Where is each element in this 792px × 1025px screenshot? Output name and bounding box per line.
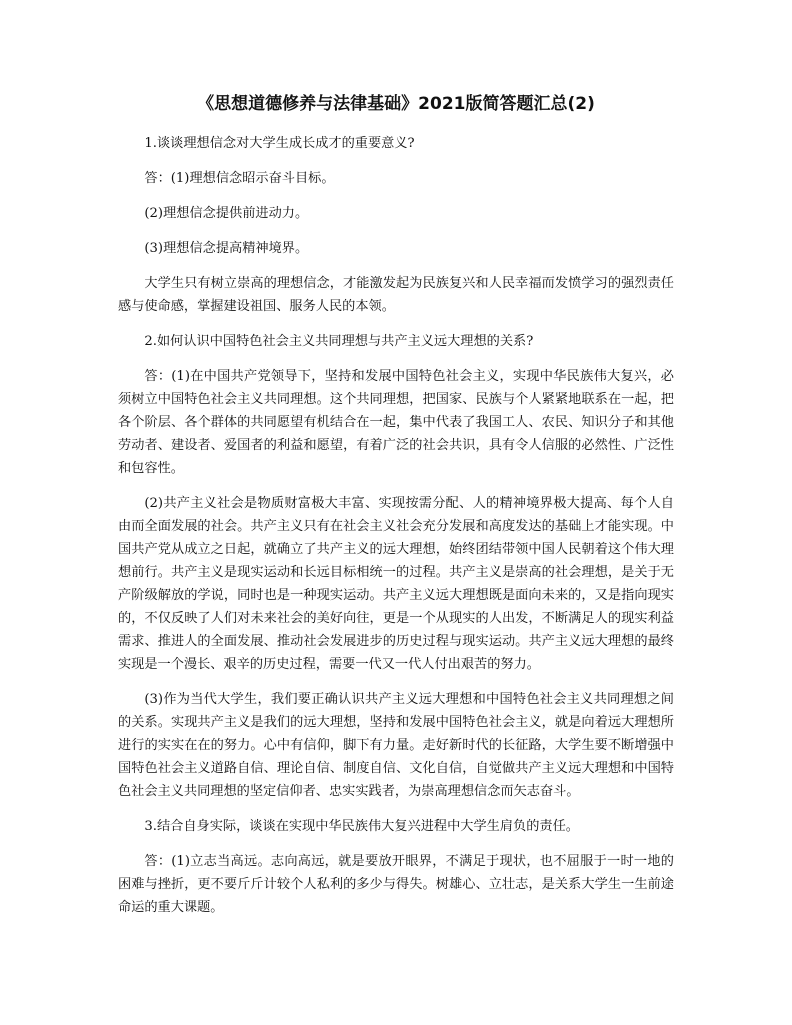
document-title: 《思想道德修养与法律基础》2021版简答题汇总(2) bbox=[197, 94, 595, 114]
answer-1-point-1: 答：(1)理想信念昭示奋斗目标。 bbox=[144, 171, 335, 186]
answer-2-point-3: (3)作为当代大学生，我们要正确认识共产主义远大理想和中国特色社会主义共同理想之间的关系。实现共产主义是我们的远大理想，坚持和发展中国特色社会主义，就是向着远大理想所进行的实实在在的努力。心中有信仰，脚下有力量。走好新时代的长征路，大学生要不断增强中国特色社会主义道路自信、理论自信、制度自信、文化自信，自觉做共产主义远大理想和中国特色社会主义共同理想的坚定信仰者、忠实实践者，为崇高理想信念而矢志奋斗。 bbox=[118, 692, 674, 799]
answer-2-point-1: 答：(1)在中国共产党领导下，坚持和发展中国特色社会主义，实现中华民族伟大复兴，必须树立中国特色社会主义共同理想。这个共同理想，把国家、民族与个人紧紧地联系在一起，把各个阶层、各个群体的共同愿望有机结合在一起，集中代表了我国工人、农民、知识分子和其他劳动者、建设者、爱国者的利益和愿望，有着广泛的社会共识，具有令人信服的必然性、广泛性和包容性。 bbox=[118, 369, 674, 476]
answer-1-point-2: (2)理想信念提供前进动力。 bbox=[144, 206, 309, 221]
answer-1-summary: 大学生只有树立崇高的理想信念，才能激发起为民族复兴和人民幸福而发愤学习的强烈责任感与使命感，掌握建设祖国、服务人民的本领。 bbox=[118, 276, 674, 314]
answer-2-point-2: (2)共产主义社会是物质财富极大丰富、实现按需分配、人的精神境界极大提高、每个人自由而全面发展的社会。共产主义只有在社会主义社会充分发展和高度发达的基础上才能实现。中国共产党从成立之日起，就确立了共产主义的远大理想，始终团结带领中国人民朝着这个伟大理想前行。共产主义是现实运动和长远目标相统一的过程。共产主义是崇高的社会理想，是关于无产阶级解放的学说，同时也是一种现实运动。共产主义远大理想既是面向未来的，又是指向现实的，不仅反映了人们对未来社会的美好向往，更是一个从现实的人出发，不断满足人的现实利益需求、推进人的全面发展、推动社会发展进步的历史过程与现实运动。共产主义远大理想的最终实现是一个漫长、艰辛的历史过程，需要一代又一代人付出艰苦的努力。 bbox=[118, 496, 674, 672]
question-1: 1.谈谈理想信念对大学生成长成才的重要意义? bbox=[144, 136, 415, 151]
question-2: 2.如何认识中国特色社会主义共同理想与共产主义远大理想的关系? bbox=[144, 334, 534, 349]
question-3: 3.结合自身实际，谈谈在实现中华民族伟大复兴进程中大学生肩负的责任。 bbox=[144, 819, 579, 834]
answer-1-point-3: (3)理想信念提高精神境界。 bbox=[144, 241, 309, 256]
answer-3-point-1: 答：(1)立志当高远。志向高远，就是要放开眼界，不满足于现状，也不屈服于一时一地的困难与挫折，更不要斤斤计较个人私利的多少与得失。树雄心、立壮志，是关系大学生一生前途命运的重大课题。 bbox=[118, 854, 674, 915]
